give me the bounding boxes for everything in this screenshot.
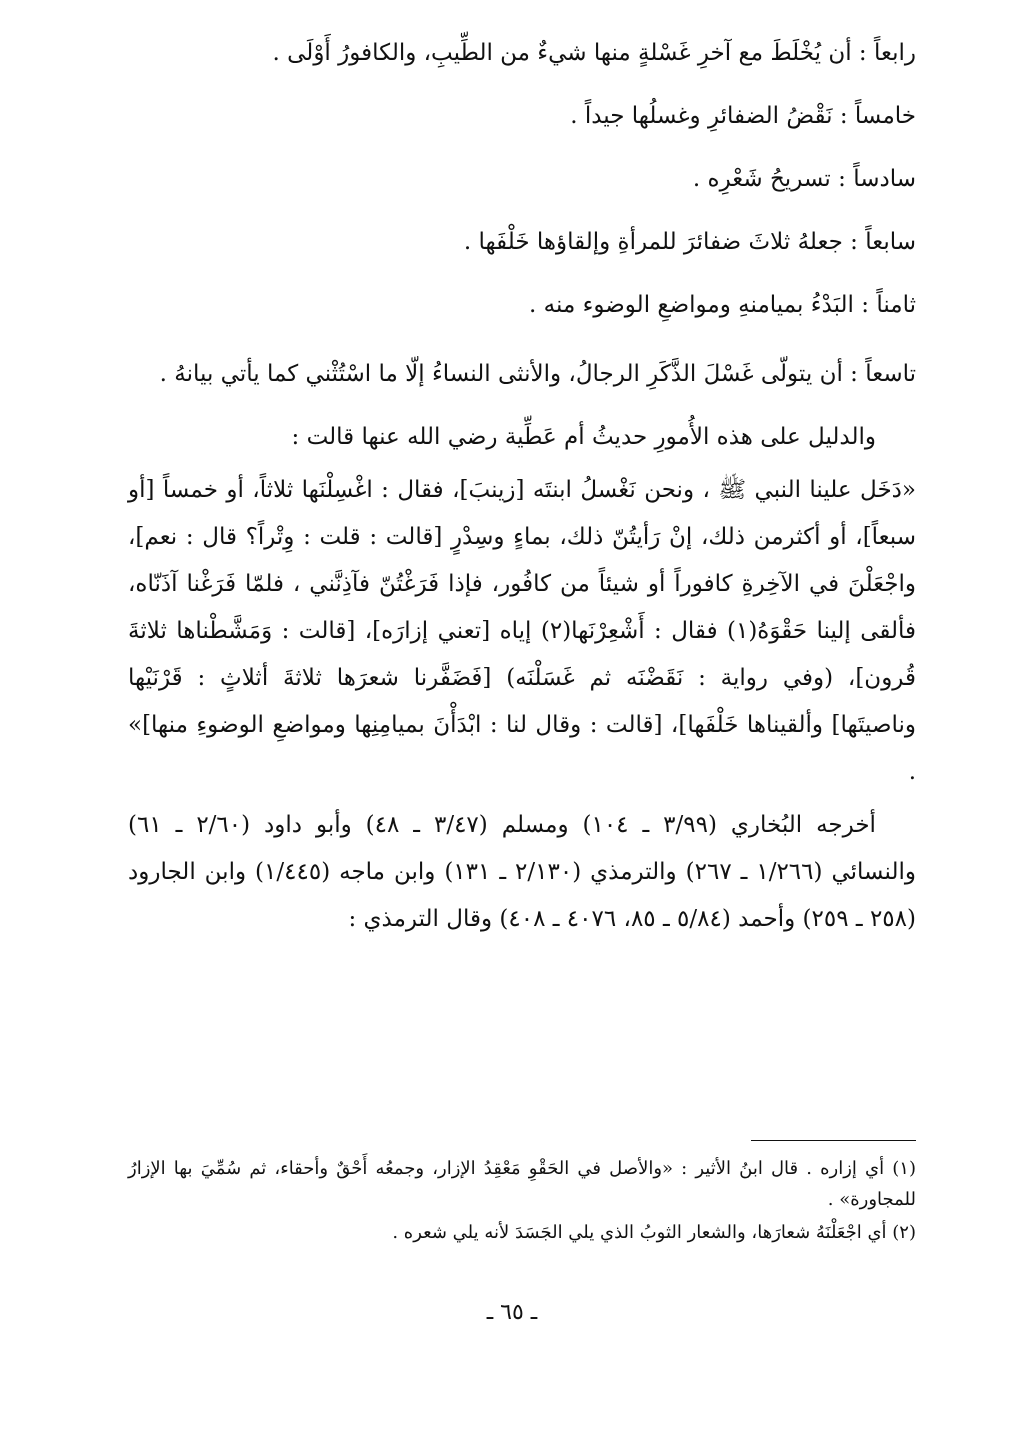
hadith-text: «دَخَل علينا النبي ﷺ ، ونحن نَغْسلُ ابنتَه [زينبَ]، فقال : اغْسِلْنَها ثلاثاً، أو خمساً [أو سبعاً]، أو أكثرمن ذلك، إنْ رَأيتُنّ ذلك، بماءٍ وسِدْرٍ [قالت : قلت : وِتْراً؟ قال : نعم]، واجْعَلْنَ في الآخِرةِ كافوراً أو شيئاً من كافُور، فإذا فَرَغْتُنّ فآذِنَّني ، فلمّا فَرَغْنا آذَنّاه، فألقى إلينا حَقْوَهُ(١) فقال : أَشْعِرْنَها(٢) إياه [تعني إزارَه]، [قالت : وَمَشَّطْناها ثلاثةَ قُرون]، (وفي رواية : نَقَضْنَه ثم غَسَلْنَه) [فَضَفَّرنا شعرَها ثلاثةَ أثلاثٍ : قَرْنَيْها وناصيتَها] وألقيناها خَلْفَها]، [قالت : وقال لنا : ابْدَأْنَ بميامِنِها ومواضعِ الوضوءِ منها]» . [128, 477, 917, 785]
list-item-rabian: رابعاً : أن يُخْلَطَ مع آخرِ غَسْلةٍ منها شيءٌ من الطِّيبِ، والكافورُ أَوْلَى . [272, 40, 916, 66]
footnote-1: (١) أي إزاره . قال ابنُ الأثير : «والأصل في الحَقْوِ مَعْقِدُ الإزار، وجمعُه أَحْقٌ وأحقاء، ثم سُمِّيَ بها الإزارُ للمجاورة» . [128, 1158, 916, 1210]
list-item-khamisan: خامساً : نَقْضُ الضفائرِ وغسلُها جيداً . [570, 103, 916, 129]
footnotes [128, 1153, 916, 1250]
list-item-sabian: سابعاً : جعلهُ ثلاثَ ضفائرَ للمرأةِ وإلقاؤها خَلْفَها . [463, 229, 916, 255]
list-item-tasian: تاسعاً : أن يتولّى غَسْلَ الذَّكَرِ الرجالُ، والأنثى النساءُ إلّا ما اسْتُثْني كما يأتي بيانهُ . [159, 361, 916, 387]
list-item-sadisan: سادساً : تسريحُ شَعْرِه . [692, 166, 916, 192]
footnote-divider [751, 1140, 916, 1141]
page-body [128, 36, 916, 949]
page-number: ـ ٦٥ ـ [486, 1300, 538, 1325]
evidence-intro: والدليل على هذه الأُمورِ حديثُ أم عَطِّية رضي الله عنها قالت : [291, 424, 876, 450]
list-item-thaminan: ثامناً : البَدْءُ بميامنهِ ومواضعِ الوضوء منه . [529, 292, 916, 318]
takhrij-text: أخرجه البُخاري (٣/٩٩ ـ ١٠٤) ومسلم (٣/٤٧ ـ ٤٨) وأبو داود (٢/٦٠ ـ ٦١) والنسائي (١/٢٦٦ ـ ٢٦٧) والترمذي (٢/١٣٠ ـ ١٣١) وابن ماجه (١/٤٤٥) وابن الجارود (٢٥٨ ـ ٢٥٩) وأحمد (٥/٨٤ ـ ٨٥، ٤٠٧٦ ـ ٤٠٨) وقال الترمذي : [128, 812, 916, 932]
footnote-2: (٢) أي اجْعَلْنَهُ شعارَها، والشعار الثوبُ الذي يلي الجَسَدَ لأنه يلي شعره . [392, 1222, 916, 1243]
